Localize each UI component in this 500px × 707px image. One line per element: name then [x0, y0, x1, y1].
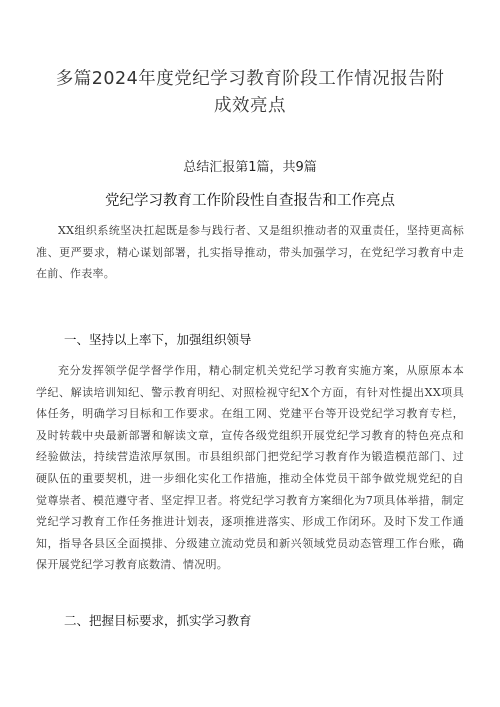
subheading-1: 一、坚持以上率下，加强组织领导 [64, 332, 252, 347]
subheading-2: 二、把握目标要求，抓实学习教育 [64, 613, 252, 628]
document-subtitle: 总结汇报第1篇，共9篇 [183, 160, 317, 175]
section-title: 党纪学习教育工作阶段性自查报告和工作亮点 [105, 193, 395, 209]
body-paragraph-1: 充分发挥领学促学督学作用，精心制定机关党纪学习教育实施方案，从原原本本学纪、解读培训知纪、警示教育明纪、对照检视守纪X个方面，有针对性提出XX项具体任务，明确学习目标和工作要求。在组工网、党建平台等开设党纪学习教育专栏，及时转载中央最新部署和解读文章，宣传各级党组织开展党纪学习教育的特色亮点和经验做法，持续营造浓厚氛围。市县组织部门把党纪学习教育作为锻造模范部门、过硬队伍的重要契机，进一步细化实化工作措施，推动全体党员干部争做党规党纪的自觉尊崇者、模范遵守者、坚定捍卫者。将党纪学习教育方案细化为7项具体举措，制定党纪学习教育工作任务推进计划表，逐项推进落实、形成工作闭环。及时下发工作通知，指导各县区全面摸排、分级建立流动党员和新兴领域党员动态管理工作台账，确保开展党纪学习教育底数清、情况明。 [36, 364, 464, 572]
intro-paragraph: XX组织系统坚决扛起既是参与践行者、又是组织推动者的双重责任，坚持更高标准、更严要求，精心谋划部署，扎实指导推动，带头加强学习，在党纪学习教育中走在前、作表率。 [36, 224, 464, 281]
document-title: 多篇2024年度党纪学习教育阶段工作情况报告附成效亮点 [55, 69, 445, 116]
